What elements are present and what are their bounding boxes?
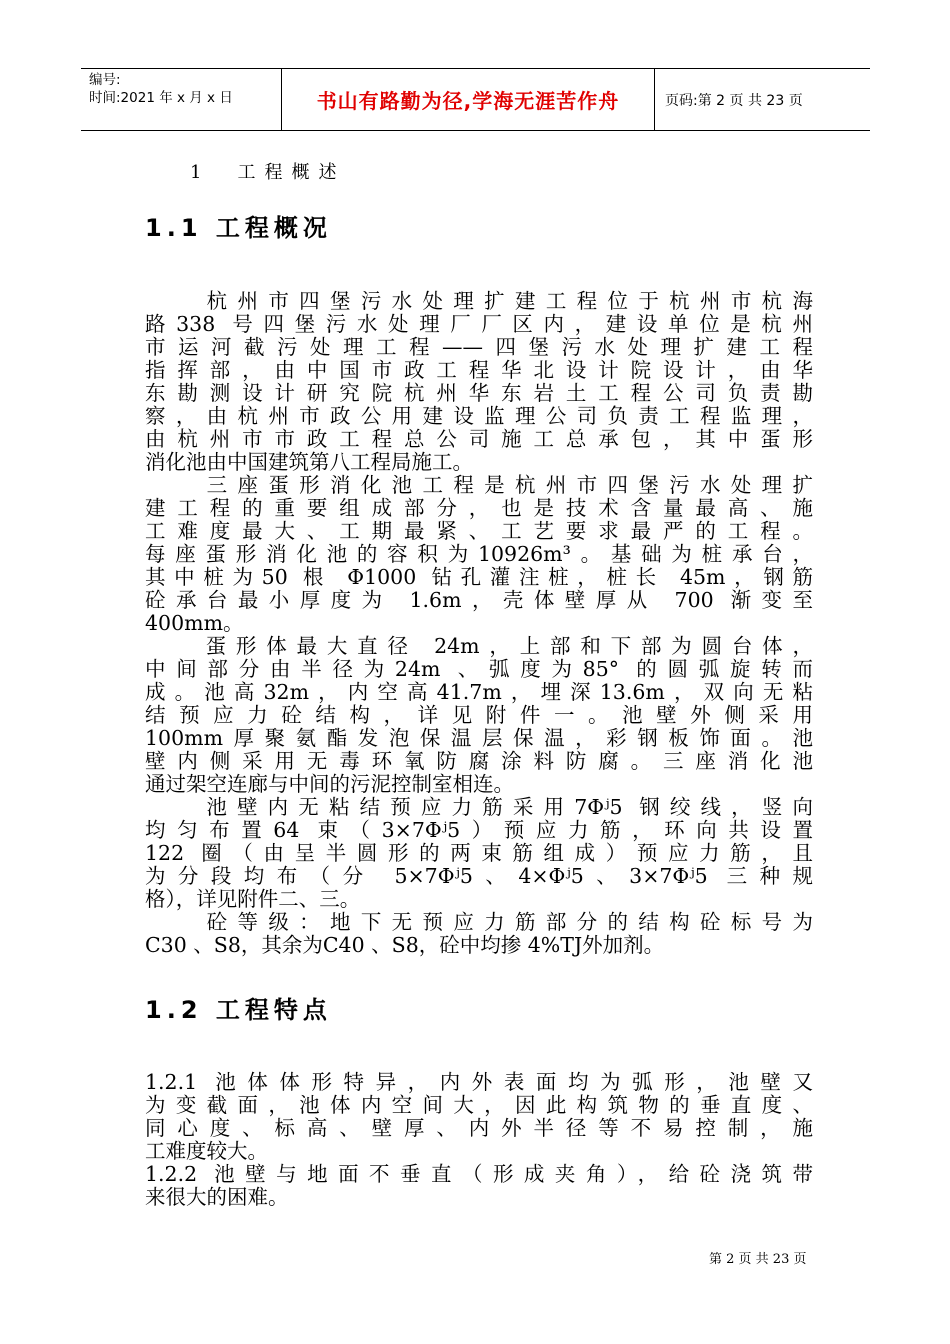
- text-line: 蛋形体最大直径 24m，上部和下部为圆台体，: [145, 634, 813, 658]
- text-line: 砼等级：地下无预应力筋部分的结构砼标号为: [145, 910, 813, 934]
- text-line: 指挥部，由中国市政工程华北设计院设计，由华: [145, 358, 813, 382]
- text-line: 池壁内无粘结预应力筋采用7Φʲ5 钢绞线，竖向: [145, 795, 813, 819]
- header-motto: 书山有路勤为径,学海无涯苦作舟: [316, 89, 620, 113]
- text-line: 东勘测设计研究院杭州华东岩土工程公司负责勘: [145, 381, 813, 405]
- text-line: 壁内侧采用无毒环氧防腐涂料防腐。三座消化池: [145, 749, 813, 773]
- text-line: 1.2.2 池壁与地面不垂直（形成夹角），给砼浇筑带: [145, 1162, 813, 1186]
- header-code-label: 编号:: [89, 72, 121, 88]
- text-line: 400mm。: [145, 611, 244, 635]
- text-line: 工难度较大。: [145, 1139, 268, 1163]
- text-line: 来很大的困难。: [145, 1185, 289, 1209]
- text-line: 中间部分由半径为24m 、弧度为85° 的圆弧旋转而: [145, 657, 813, 681]
- text-line: 消化池由中国建筑第八工程局施工。: [145, 450, 473, 474]
- text-line: 同心度、标高、壁厚、内外半径等不易控制，施: [145, 1116, 813, 1140]
- text-line: 由杭州市市政工程总公司施工总承包，其中蛋形: [145, 427, 813, 451]
- text-line: 杭州市四堡污水处理扩建工程位于杭州市杭海: [145, 289, 813, 313]
- header-page-label: 页码:第 2 页 共 23 页: [665, 93, 803, 109]
- header-time-label: 时间:2021 年 x 月 x 日: [89, 90, 233, 106]
- text-line: 察，由杭州市政公用建设监理公司负责工程监理，: [145, 404, 813, 428]
- text-line: 每座蛋形消化池的容积为10926m³。基础为桩承台，: [145, 542, 813, 566]
- text-line: 其中桩为50 根 Φ1000 钻孔灌注桩，桩长 45m，钢筋: [145, 565, 813, 589]
- text-line: 成。池高32m，内空高41.7m，埋深13.6m，双向无粘: [145, 680, 813, 704]
- text-line: 格），详见附件二、三。: [145, 887, 361, 911]
- text-line: 100mm厚聚氨酯发泡保温层保温，彩钢板饰面。池: [145, 726, 813, 750]
- header-divider-2: [654, 69, 655, 130]
- text-line: 1.2.1 池体体形特异，内外表面均为弧形，池壁又: [145, 1070, 813, 1094]
- text-line: 为变截面，池体内空间大，因此构筑物的垂直度、: [145, 1093, 813, 1117]
- page-footer: 第 2 页 共 23 页: [709, 1252, 807, 1267]
- text-line: 三座蛋形消化池工程是杭州市四堡污水处理扩: [145, 473, 813, 497]
- section-title-1-2: 1.2 工程特点: [145, 996, 332, 1024]
- text-line: 122 圈（由呈半圆形的两束筋组成）预应力筋，且: [145, 841, 813, 865]
- text-line: 为分段均布（分 5×7Φʲ5、4×Φʲ5、3×7Φʲ5 三种规: [145, 864, 813, 888]
- section-title-1-1: 1.1 工程概况: [145, 214, 332, 242]
- text-line: 结预应力砼结构，详见附件一。池壁外侧采用: [145, 703, 813, 727]
- text-line: 工难度最大、工期最紧、工艺要求最严的工程。: [145, 519, 813, 543]
- text-line: 路338 号四堡污水处理厂厂区内，建设单位是杭州: [145, 312, 813, 336]
- text-line: 市运河截污处理工程——四堡污水处理扩建工程: [145, 335, 813, 359]
- page-header: [81, 68, 870, 131]
- text-line: 均匀布置64 束（3×7Φʲ5）预应力筋，环向共设置: [145, 818, 813, 842]
- text-line: 通过架空连廊与中间的污泥控制室相连。: [145, 772, 514, 796]
- text-line: 砼承台最小厚度为 1.6m，壳体壁厚从 700 渐变至: [145, 588, 813, 612]
- chapter-title: 1 工程概述: [190, 162, 346, 183]
- header-info: [89, 71, 233, 107]
- text-line: 建工程的重要组成部分，也是技术含量最高、施: [145, 496, 813, 520]
- text-line: C30 、S8，其余为C40 、S8，砼中均掺 4%TJ外加剂。: [145, 933, 665, 957]
